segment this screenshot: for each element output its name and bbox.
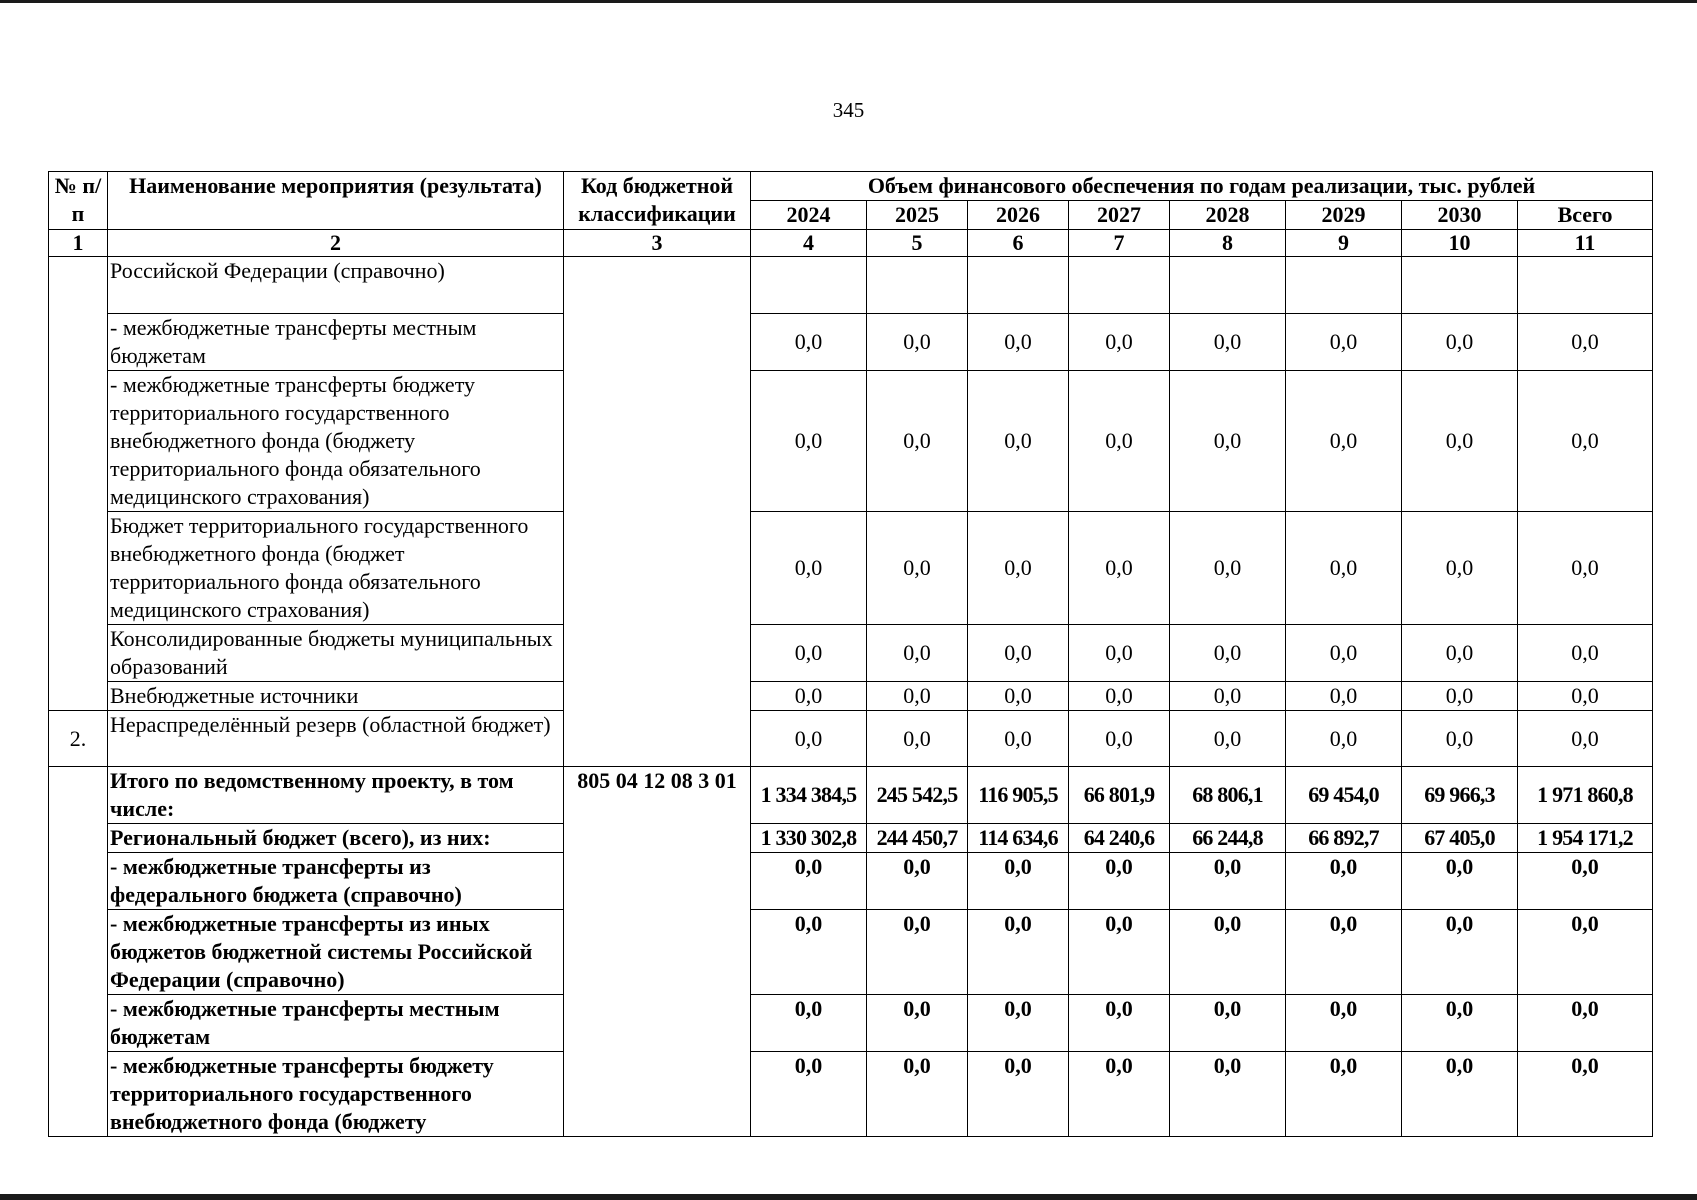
row-name: - межбюджетные трансферты из федерального бюджета (справочно) xyxy=(108,853,564,910)
value-cell: 0,0 xyxy=(1286,371,1402,512)
row-name: Консолидированные бюджеты муниципальных образований xyxy=(108,625,564,682)
value-cell: 0,0 xyxy=(867,711,968,767)
column-number: 11 xyxy=(1518,230,1653,257)
value-cell xyxy=(1069,257,1170,314)
table-row xyxy=(49,853,1653,910)
value-cell: 0,0 xyxy=(867,314,968,371)
row-name: Внебюджетные источники xyxy=(108,682,564,711)
value-cell: 0,0 xyxy=(751,1052,867,1137)
table-row xyxy=(49,995,1653,1052)
row-name: Итого по ведомственному проекту, в том числе: xyxy=(108,767,564,824)
value-cell: 0,0 xyxy=(1170,995,1286,1052)
value-cell: 0,0 xyxy=(867,682,968,711)
column-number: 5 xyxy=(867,230,968,257)
value-cell: 0,0 xyxy=(1286,711,1402,767)
value-cell: 0,0 xyxy=(1402,910,1518,995)
value-cell: 0,0 xyxy=(867,995,968,1052)
table-row xyxy=(49,625,1653,682)
value-cell: 0,0 xyxy=(1170,853,1286,910)
value-cell: 0,0 xyxy=(751,995,867,1052)
table-row xyxy=(49,910,1653,995)
value-cell: 64 240,6 xyxy=(1069,824,1170,853)
value-cell: 0,0 xyxy=(1402,512,1518,625)
row-index xyxy=(49,257,108,711)
row-name: - межбюджетные трансферты местным бюджетам xyxy=(108,314,564,371)
column-number: 9 xyxy=(1286,230,1402,257)
value-cell: 0,0 xyxy=(751,625,867,682)
value-cell: 0,0 xyxy=(1518,625,1653,682)
row-name: Российской Федерации (справочно) xyxy=(108,257,564,314)
value-cell: 244 450,7 xyxy=(867,824,968,853)
value-cell: 0,0 xyxy=(1170,371,1286,512)
value-cell: 68 806,1 xyxy=(1170,767,1286,824)
value-cell: 0,0 xyxy=(751,371,867,512)
value-cell: 0,0 xyxy=(1069,625,1170,682)
value-cell: 0,0 xyxy=(1402,711,1518,767)
value-cell: 114 634,6 xyxy=(968,824,1069,853)
value-cell: 0,0 xyxy=(968,910,1069,995)
value-cell: 0,0 xyxy=(1286,853,1402,910)
page-bottom-edge xyxy=(0,1194,1697,1200)
header-row xyxy=(49,172,1653,201)
value-cell: 0,0 xyxy=(968,995,1069,1052)
value-cell: 0,0 xyxy=(1069,1052,1170,1137)
value-cell xyxy=(968,257,1069,314)
value-cell: 1 334 384,5 xyxy=(751,767,867,824)
value-cell: 116 905,5 xyxy=(968,767,1069,824)
value-cell xyxy=(1518,257,1653,314)
table-row xyxy=(49,257,1653,314)
table-row xyxy=(49,314,1653,371)
column-numbers-row xyxy=(49,230,1653,257)
value-cell: 0,0 xyxy=(867,910,968,995)
header-financing-group: Объем финансового обеспечения по годам реализации, тыс. рублей xyxy=(751,172,1653,201)
value-cell: 0,0 xyxy=(1518,1052,1653,1137)
value-cell: 0,0 xyxy=(1518,314,1653,371)
value-cell: 0,0 xyxy=(1402,371,1518,512)
header-year: 2030 xyxy=(1402,201,1518,230)
table-row xyxy=(49,824,1653,853)
table-row xyxy=(49,371,1653,512)
value-cell: 0,0 xyxy=(1402,625,1518,682)
value-cell: 0,0 xyxy=(968,1052,1069,1137)
value-cell: 0,0 xyxy=(1170,711,1286,767)
value-cell: 0,0 xyxy=(1069,371,1170,512)
value-cell: 0,0 xyxy=(1069,512,1170,625)
value-cell: 0,0 xyxy=(1069,314,1170,371)
value-cell: 0,0 xyxy=(867,1052,968,1137)
column-number: 6 xyxy=(968,230,1069,257)
value-cell: 0,0 xyxy=(751,512,867,625)
header-num: № п/п xyxy=(49,172,108,230)
value-cell: 69 454,0 xyxy=(1286,767,1402,824)
header-year: 2028 xyxy=(1170,201,1286,230)
value-cell: 0,0 xyxy=(1170,314,1286,371)
value-cell: 0,0 xyxy=(968,371,1069,512)
row-name: - межбюджетные трансферты бюджету территориального государственного внебюджетного фонда (бюджету территориального фонда обязательного медицинского страхования) xyxy=(108,371,564,512)
value-cell: 67 405,0 xyxy=(1402,824,1518,853)
value-cell: 0,0 xyxy=(1518,910,1653,995)
table-row xyxy=(49,1052,1653,1137)
value-cell: 0,0 xyxy=(1518,682,1653,711)
value-cell: 0,0 xyxy=(1518,995,1653,1052)
column-number: 3 xyxy=(564,230,751,257)
value-cell: 245 542,5 xyxy=(867,767,968,824)
row-name: - межбюджетные трансферты местным бюджетам xyxy=(108,995,564,1052)
value-cell: 0,0 xyxy=(751,910,867,995)
value-cell: 0,0 xyxy=(751,682,867,711)
value-cell xyxy=(1170,257,1286,314)
value-cell: 66 801,9 xyxy=(1069,767,1170,824)
value-cell: 0,0 xyxy=(1402,682,1518,711)
column-number: 2 xyxy=(108,230,564,257)
value-cell xyxy=(867,257,968,314)
value-cell: 0,0 xyxy=(1402,995,1518,1052)
row-index: 2. xyxy=(49,711,108,767)
table-row xyxy=(49,767,1653,824)
value-cell: 0,0 xyxy=(1286,625,1402,682)
value-cell: 0,0 xyxy=(867,512,968,625)
value-cell: 0,0 xyxy=(867,625,968,682)
value-cell: 0,0 xyxy=(867,853,968,910)
table-row xyxy=(49,711,1653,767)
header-year: 2024 xyxy=(751,201,867,230)
value-cell: 0,0 xyxy=(1069,995,1170,1052)
column-number: 7 xyxy=(1069,230,1170,257)
row-name: - межбюджетные трансферты из иных бюджетов бюджетной системы Российской Федерации (справочно) xyxy=(108,910,564,995)
value-cell: 1 330 302,8 xyxy=(751,824,867,853)
column-number: 8 xyxy=(1170,230,1286,257)
value-cell: 0,0 xyxy=(1069,853,1170,910)
value-cell: 0,0 xyxy=(1402,314,1518,371)
value-cell: 0,0 xyxy=(1170,625,1286,682)
table-row xyxy=(49,512,1653,625)
header-total: Всего xyxy=(1518,201,1653,230)
row-name: - межбюджетные трансферты бюджету территориального государственного внебюджетного фонда (бюджету xyxy=(108,1052,564,1137)
value-cell: 0,0 xyxy=(1402,1052,1518,1137)
value-cell xyxy=(1402,257,1518,314)
value-cell: 0,0 xyxy=(968,853,1069,910)
value-cell: 0,0 xyxy=(968,711,1069,767)
financing-table xyxy=(48,171,1653,1137)
value-cell: 66 892,7 xyxy=(1286,824,1402,853)
value-cell: 0,0 xyxy=(751,711,867,767)
value-cell: 0,0 xyxy=(867,371,968,512)
header-year: 2029 xyxy=(1286,201,1402,230)
value-cell: 0,0 xyxy=(1402,853,1518,910)
header-year: 2025 xyxy=(867,201,968,230)
value-cell: 0,0 xyxy=(1518,371,1653,512)
value-cell: 0,0 xyxy=(1069,711,1170,767)
value-cell: 0,0 xyxy=(1286,995,1402,1052)
header-year: 2027 xyxy=(1069,201,1170,230)
value-cell: 0,0 xyxy=(968,314,1069,371)
value-cell: 0,0 xyxy=(1286,682,1402,711)
row-index xyxy=(49,767,108,1137)
value-cell xyxy=(1286,257,1402,314)
value-cell: 0,0 xyxy=(751,853,867,910)
row-name: Бюджет территориального государственного внебюджетного фонда (бюджет территориального фонда обязательного медицинского страхования) xyxy=(108,512,564,625)
value-cell: 0,0 xyxy=(1286,910,1402,995)
row-kbk xyxy=(564,257,751,767)
row-name: Региональный бюджет (всего), из них: xyxy=(108,824,564,853)
value-cell: 69 966,3 xyxy=(1402,767,1518,824)
value-cell: 1 971 860,8 xyxy=(1518,767,1653,824)
value-cell: 0,0 xyxy=(1069,910,1170,995)
page-number: 345 xyxy=(832,98,865,122)
value-cell: 66 244,8 xyxy=(1170,824,1286,853)
value-cell: 0,0 xyxy=(1518,512,1653,625)
value-cell: 0,0 xyxy=(1286,314,1402,371)
value-cell: 0,0 xyxy=(968,625,1069,682)
value-cell: 1 954 171,2 xyxy=(1518,824,1653,853)
value-cell: 0,0 xyxy=(968,682,1069,711)
column-number: 1 xyxy=(49,230,108,257)
header-kbk: Код бюджетной классификации xyxy=(564,172,751,230)
row-kbk: 805 04 12 08 3 01 xyxy=(564,767,751,1137)
value-cell: 0,0 xyxy=(1518,711,1653,767)
value-cell: 0,0 xyxy=(1286,1052,1402,1137)
value-cell: 0,0 xyxy=(1170,910,1286,995)
row-name: Нераспределённый резерв (областной бюджет) xyxy=(108,711,564,767)
value-cell: 0,0 xyxy=(751,314,867,371)
value-cell: 0,0 xyxy=(1286,512,1402,625)
value-cell: 0,0 xyxy=(968,512,1069,625)
table-row xyxy=(49,682,1653,711)
header-name: Наименование мероприятия (результата) xyxy=(108,172,564,230)
value-cell: 0,0 xyxy=(1170,512,1286,625)
value-cell: 0,0 xyxy=(1069,682,1170,711)
value-cell: 0,0 xyxy=(1170,682,1286,711)
value-cell: 0,0 xyxy=(1518,853,1653,910)
page-top-edge xyxy=(0,0,1697,3)
value-cell xyxy=(751,257,867,314)
value-cell: 0,0 xyxy=(1170,1052,1286,1137)
column-number: 4 xyxy=(751,230,867,257)
header-year: 2026 xyxy=(968,201,1069,230)
column-number: 10 xyxy=(1402,230,1518,257)
